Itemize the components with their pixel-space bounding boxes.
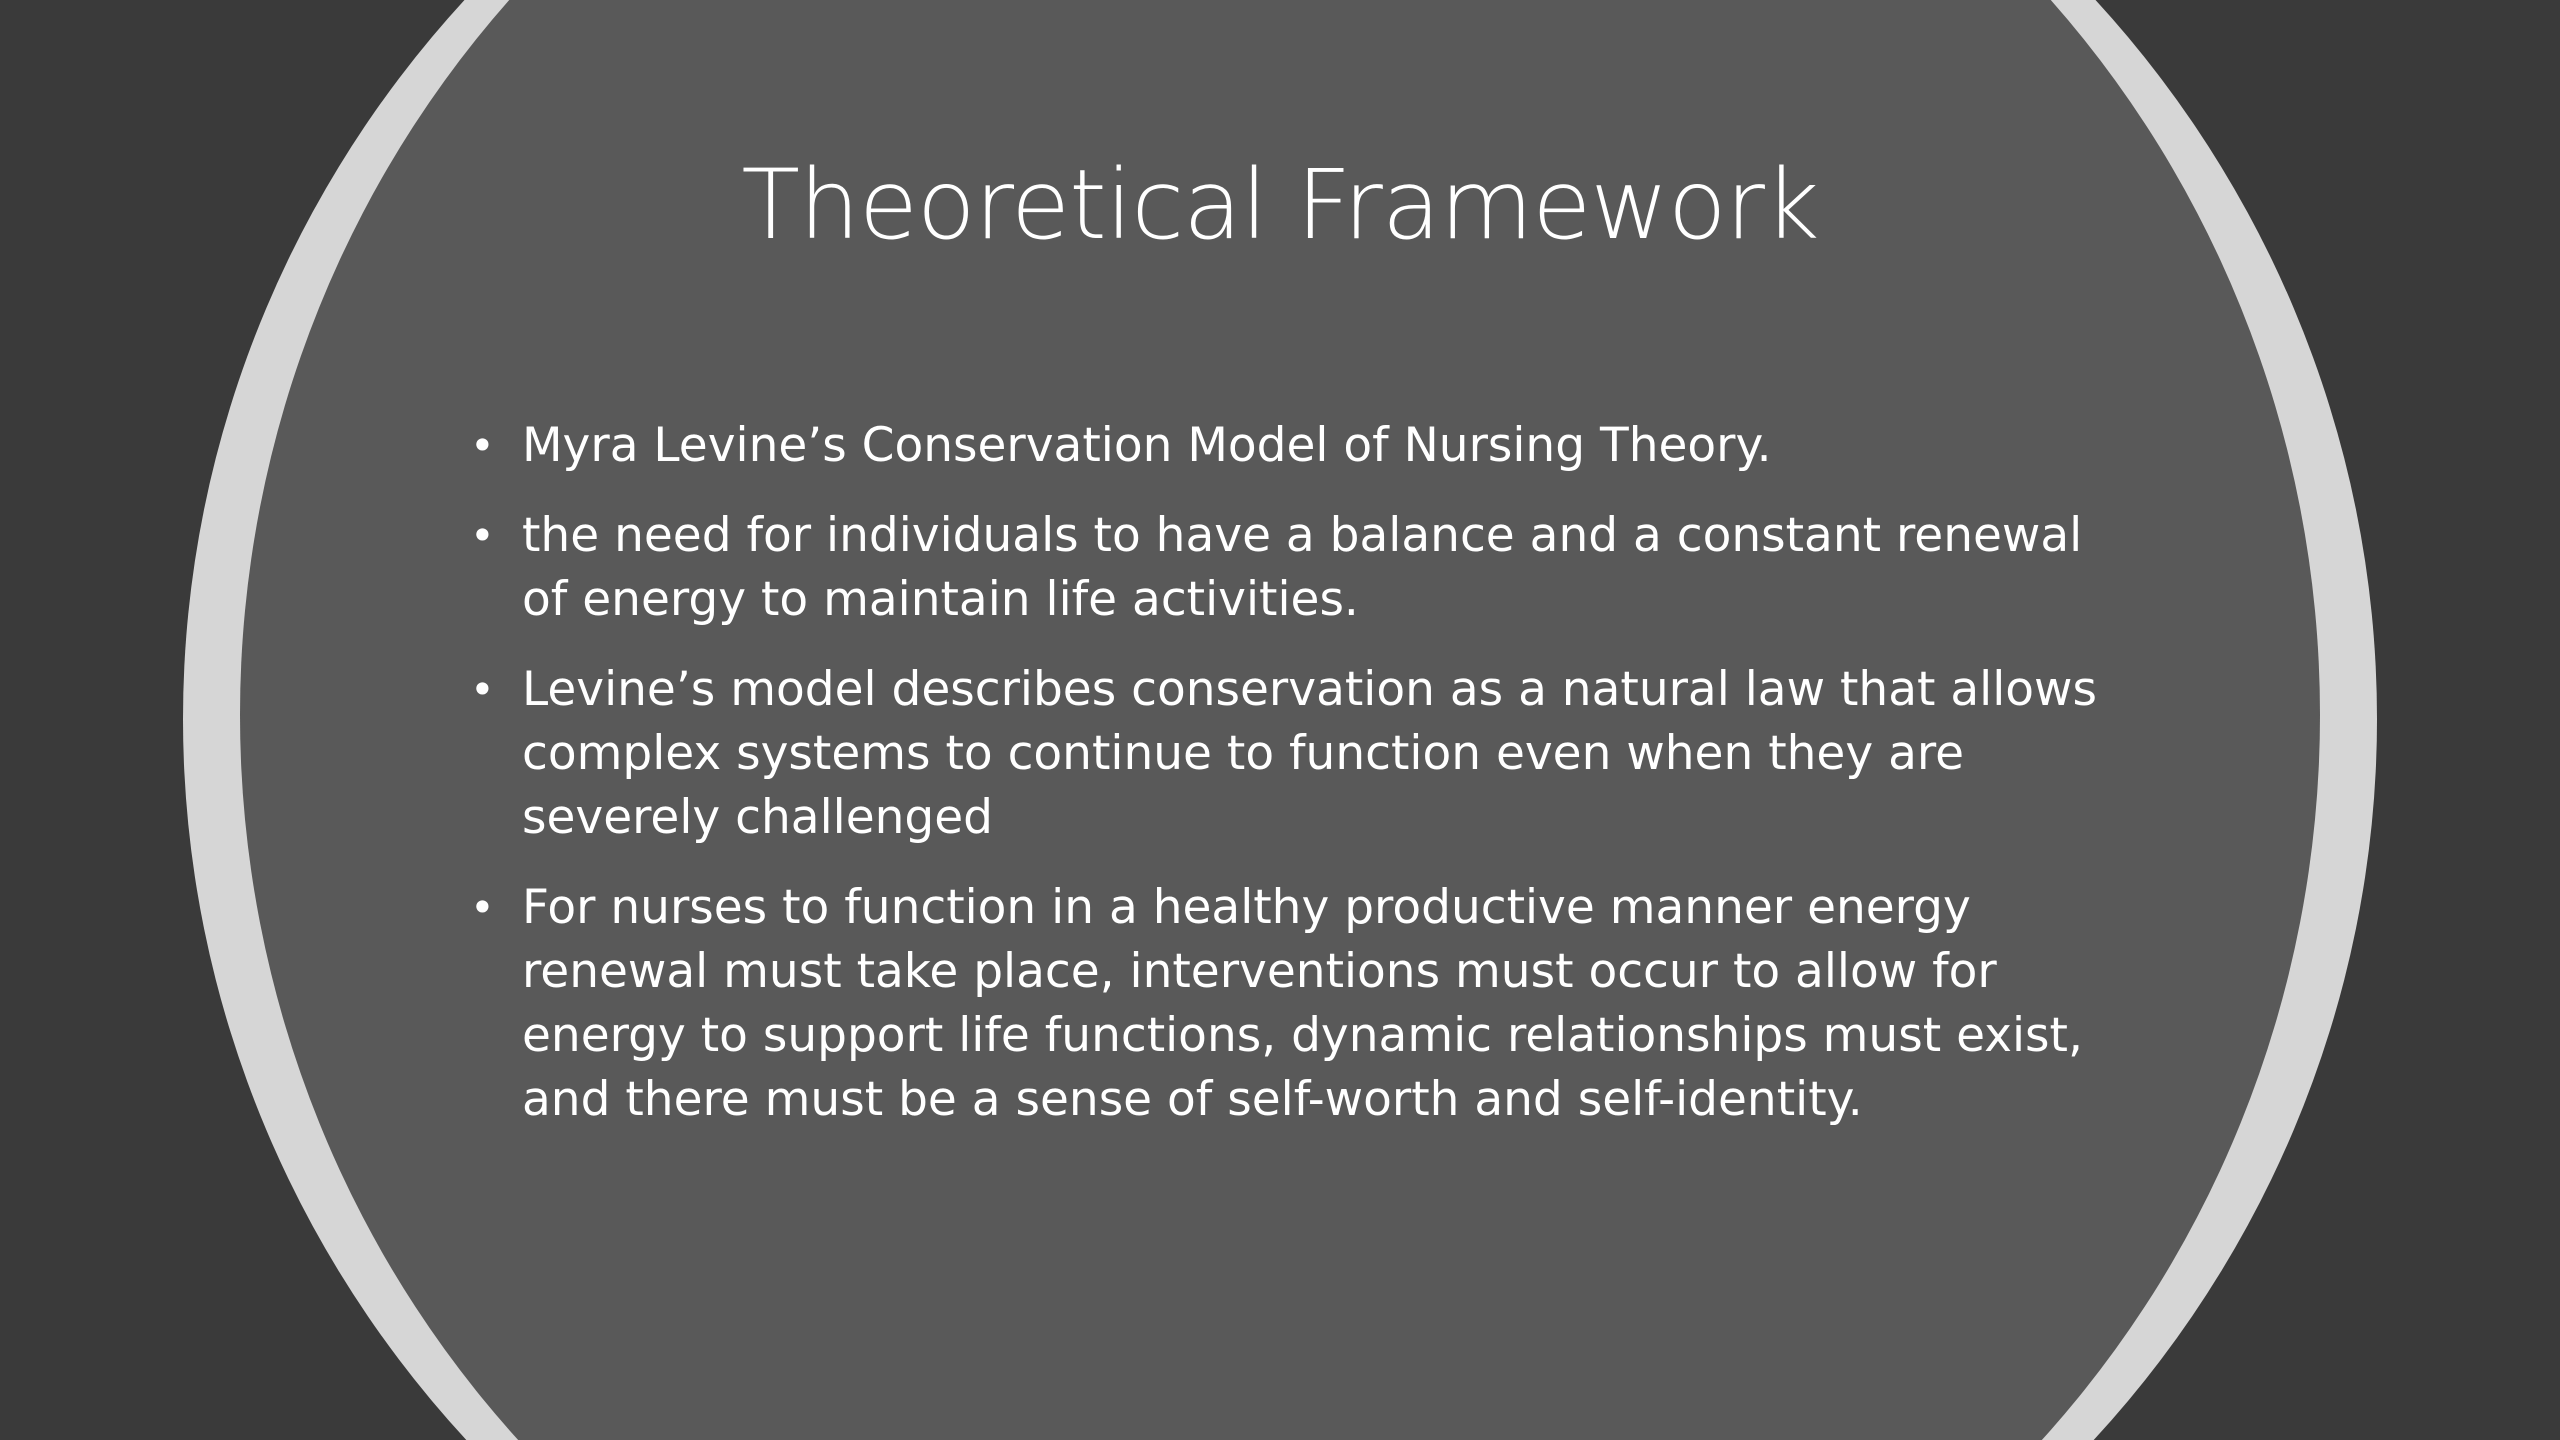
bullet-text: the need for individuals to have a balance and a constant renewal of energy to maintain life activities. — [522, 508, 2083, 627]
bullet-text: Levine’s model describes conservation as a natural law that allows complex systems to continue to function even when they are severely challenged — [522, 662, 2097, 845]
bullet-text: Myra Levine’s Conservation Model of Nursing Theory. — [522, 418, 1772, 473]
bullet-dot-icon: • — [470, 421, 495, 470]
bullet-dot-icon: • — [470, 883, 495, 932]
bullet-dot-icon: • — [470, 665, 495, 714]
bullet-item — [470, 658, 2120, 850]
bullet-list — [470, 414, 2120, 1158]
slide-title: Theoretical Framework — [741, 149, 1819, 261]
bullet-item — [470, 504, 2120, 632]
bullet-item — [470, 876, 2120, 1132]
bullet-item — [470, 414, 2120, 478]
bullet-text: For nurses to function in a healthy productive manner energy renewal must take place, interventions must occur to allow for energy to support life functions, dynamic relationships must exist, and there must be a sense of self-worth and self-identity. — [522, 880, 2083, 1127]
bullet-dot-icon: • — [470, 511, 495, 560]
